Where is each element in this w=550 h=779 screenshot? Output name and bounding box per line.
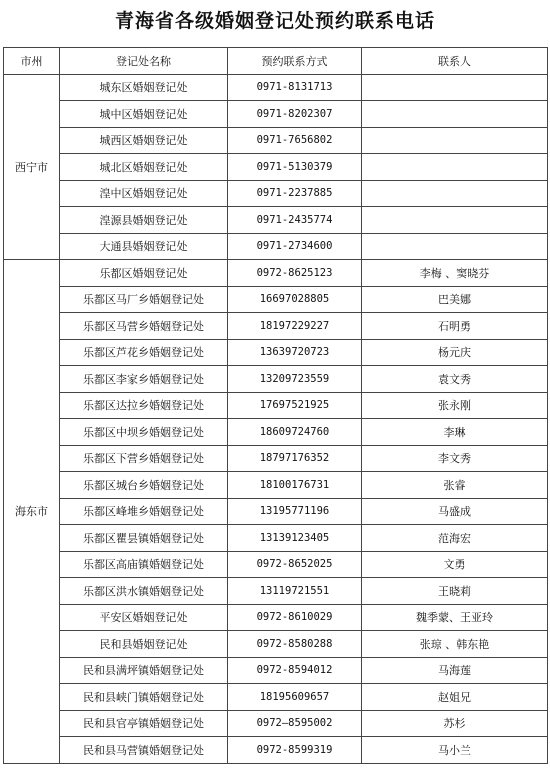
office-name-cell: 乐都区婚姻登记处 [60,260,228,287]
table-row [4,366,548,393]
office-name-cell: 城西区婚姻登记处 [60,127,228,154]
header-city: 市州 [4,48,60,75]
phone-cell: 13195771196 [228,498,362,525]
office-name-cell: 城中区婚姻登记处 [60,101,228,128]
office-name-cell: 乐都区瞿昙镇婚姻登记处 [60,525,228,552]
phone-cell: 0972-8599319 [228,737,362,764]
phone-cell: 0971-8131713 [228,74,362,101]
office-name-cell: 城北区婚姻登记处 [60,154,228,181]
header-contact: 联系人 [362,48,548,75]
office-name-cell: 民和县婚姻登记处 [60,631,228,658]
phone-cell: 17697521925 [228,392,362,419]
office-name-cell: 乐都区芦花乡婚姻登记处 [60,339,228,366]
contact-cell [362,233,548,260]
phone-cell: 13209723559 [228,366,362,393]
phone-cell: 0971-7656802 [228,127,362,154]
table-row [4,525,548,552]
table-row [4,737,548,764]
phone-cell: 0972-8610029 [228,604,362,631]
office-name-cell: 乐都区高庙镇婚姻登记处 [60,551,228,578]
phone-cell: 0972-8652025 [228,551,362,578]
table-header-row [4,48,548,75]
contact-cell: 张永刚 [362,392,548,419]
table-row [4,498,548,525]
table-row [4,631,548,658]
phone-cell: 0971-2237885 [228,180,362,207]
office-name-cell: 民和县满坪镇婚姻登记处 [60,657,228,684]
contact-cell [362,127,548,154]
page-title: 青海省各级婚姻登记处预约联系电话 [114,10,435,32]
contact-cell: 张睿 [362,472,548,499]
office-name-cell: 乐都区马厂乡婚姻登记处 [60,286,228,313]
table-row [4,127,548,154]
phone-cell: 13639720723 [228,339,362,366]
phone-cell: 18100176731 [228,472,362,499]
phone-cell: 13139123405 [228,525,362,552]
table-row [4,392,548,419]
contact-cell: 马小兰 [362,737,548,764]
header-office-name: 登记处名称 [60,48,228,75]
contact-cell: 马盛成 [362,498,548,525]
table-row [4,419,548,446]
header-phone: 预约联系方式 [228,48,362,75]
table-row [4,445,548,472]
phone-cell: 0972-8625123 [228,260,362,287]
office-name-cell: 乐都区洪水镇婚姻登记处 [60,578,228,605]
office-name-cell: 乐都区下营乡婚姻登记处 [60,445,228,472]
office-name-cell: 乐都区马营乡婚姻登记处 [60,313,228,340]
phone-cell: 0972-8594012 [228,657,362,684]
table-body [4,74,548,763]
contact-cell [362,74,548,101]
table-row [4,233,548,260]
office-name-cell: 乐都区峰堆乡婚姻登记处 [60,498,228,525]
contact-cell: 王晓莉 [362,578,548,605]
office-name-cell: 大通县婚姻登记处 [60,233,228,260]
phone-cell: 18197229227 [228,313,362,340]
office-name-cell: 乐都区李家乡婚姻登记处 [60,366,228,393]
contact-cell: 李琳 [362,419,548,446]
table-row [4,684,548,711]
table-row [4,339,548,366]
phone-cell: 0971-2435774 [228,207,362,234]
office-name-cell: 乐都区中坝乡婚姻登记处 [60,419,228,446]
phone-cell: 18195609657 [228,684,362,711]
contact-cell: 张琼 、韩东艳 [362,631,548,658]
phone-cell: 18797176352 [228,445,362,472]
table-row [4,551,548,578]
contact-cell: 巴美娜 [362,286,548,313]
table-row [4,154,548,181]
city-cell: 西宁市 [4,74,60,260]
contact-cell [362,180,548,207]
contact-cell: 范海宏 [362,525,548,552]
office-name-cell: 乐都区达拉乡婚姻登记处 [60,392,228,419]
table-row [4,604,548,631]
table-row [4,101,548,128]
contact-cell: 赵姐兄 [362,684,548,711]
office-name-cell: 湟中区婚姻登记处 [60,180,228,207]
contact-cell: 杨元庆 [362,339,548,366]
contact-cell [362,101,548,128]
office-name-cell: 民和县官亭镇婚姻登记处 [60,710,228,737]
contact-cell: 李梅 、窦晓芬 [362,260,548,287]
contact-cell: 李文秀 [362,445,548,472]
table-row [4,578,548,605]
contact-cell: 袁文秀 [362,366,548,393]
contact-cell [362,154,548,181]
phone-cell: 0971-2734600 [228,233,362,260]
table-row [4,74,548,101]
table-row [4,180,548,207]
office-name-cell: 民和县马营镇婚姻登记处 [60,737,228,764]
contact-cell: 马海莲 [362,657,548,684]
phone-cell: 0971-5130379 [228,154,362,181]
table-row [4,710,548,737]
table-row [4,657,548,684]
office-name-cell: 乐都区城台乡婚姻登记处 [60,472,228,499]
office-name-cell: 平安区婚姻登记处 [60,604,228,631]
table-row [4,260,548,287]
office-name-cell: 湟源县婚姻登记处 [60,207,228,234]
contact-cell [362,207,548,234]
registry-table [3,47,548,764]
table-row [4,313,548,340]
table-row [4,207,548,234]
phone-cell: 0972—8595002 [228,710,362,737]
phone-cell: 0971-8202307 [228,101,362,128]
office-name-cell: 民和县峡门镇婚姻登记处 [60,684,228,711]
phone-cell: 18609724760 [228,419,362,446]
office-name-cell: 城东区婚姻登记处 [60,74,228,101]
phone-cell: 0972-8580288 [228,631,362,658]
contact-cell: 文勇 [362,551,548,578]
city-cell: 海东市 [4,260,60,764]
phone-cell: 13119721551 [228,578,362,605]
table-row [4,472,548,499]
contact-cell: 苏杉 [362,710,548,737]
phone-cell: 16697028805 [228,286,362,313]
contact-cell: 石明勇 [362,313,548,340]
contact-cell: 魏季蒙、王亚玲 [362,604,548,631]
table-row [4,286,548,313]
